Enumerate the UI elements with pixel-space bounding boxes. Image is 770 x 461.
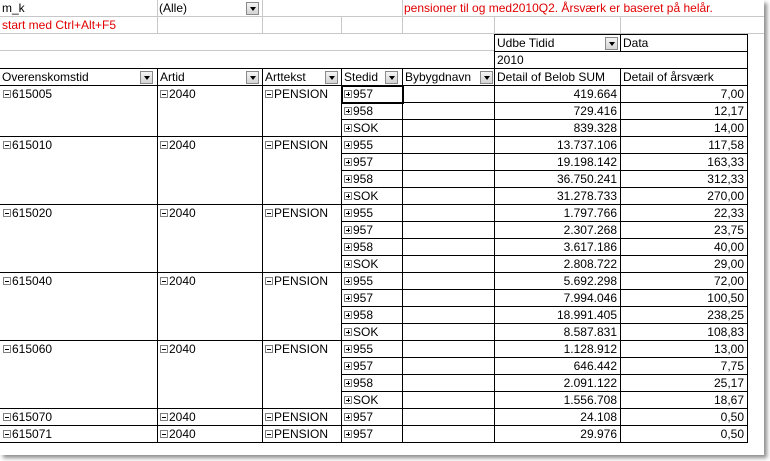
column-border	[341, 425, 342, 443]
overenskomstid-cell[interactable]	[3, 273, 153, 290]
belob-value[interactable]	[494, 375, 620, 392]
expand-icon[interactable]	[344, 294, 352, 302]
expand-icon[interactable]	[344, 243, 352, 251]
stedid-cell-text: 957	[353, 223, 374, 237]
belob-value-text: 31.278.733	[556, 189, 617, 203]
stedid-cell-text: 957	[353, 359, 374, 373]
aarsvaerk-value-text: 72,00	[713, 274, 744, 288]
artid-cell-text: 2040	[169, 274, 196, 288]
collapse-icon[interactable]	[265, 90, 273, 98]
expand-icon[interactable]	[344, 124, 352, 132]
aarsvaerk-value[interactable]	[620, 341, 747, 358]
column-border	[341, 272, 342, 341]
stedid-cell-text: 957	[353, 155, 374, 169]
artid-cell[interactable]	[160, 341, 260, 358]
collapse-icon[interactable]	[3, 345, 11, 353]
aarsvaerk-value-text: 23,75	[713, 223, 744, 237]
pivot-border	[747, 34, 748, 86]
collapse-icon[interactable]	[265, 141, 273, 149]
column-border	[157, 340, 158, 409]
aarsvaerk-value-text: 270,00	[707, 189, 744, 203]
collapse-icon[interactable]	[3, 141, 11, 149]
stedid-cell-text: 958	[353, 308, 374, 322]
expand-icon[interactable]	[344, 362, 352, 370]
stedid-cell-text: SOK	[353, 325, 379, 339]
overenskomstid-cell[interactable]	[3, 341, 153, 358]
aarsvaerk-value[interactable]	[620, 324, 747, 341]
collapse-icon[interactable]	[3, 277, 11, 285]
belob-value-text: 2.307.268	[563, 223, 617, 237]
belob-value[interactable]	[494, 86, 620, 103]
belob-value-text: 5.692.298	[563, 274, 617, 288]
row-field-overenskomstid: Overenskomstid	[2, 70, 89, 84]
column-border	[402, 136, 403, 205]
aarsvaerk-value-text: 29,00	[713, 257, 744, 271]
overenskomstid-dropdown-icon[interactable]	[140, 71, 153, 84]
overenskomstid-cell-text: 615071	[12, 427, 53, 441]
aarsvaerk-value-text: 40,00	[713, 240, 744, 254]
belob-value-text: 8.587.831	[563, 325, 617, 339]
stedid-cell-text: SOK	[353, 189, 379, 203]
collapse-icon[interactable]	[265, 345, 273, 353]
expand-icon[interactable]	[344, 141, 352, 149]
pivot-border	[620, 68, 621, 86]
stedid-cell-text: 958	[353, 376, 374, 390]
expand-icon[interactable]	[344, 430, 352, 438]
belob-value[interactable]	[494, 256, 620, 273]
belob-value[interactable]	[494, 358, 620, 375]
aarsvaerk-value[interactable]	[620, 307, 747, 324]
column-border	[494, 272, 495, 341]
expand-icon[interactable]	[344, 175, 352, 183]
aarsvaerk-value[interactable]	[620, 290, 747, 307]
stedid-cell[interactable]	[344, 409, 402, 426]
stedid-cell[interactable]	[344, 154, 402, 171]
stedid-dropdown-icon[interactable]	[385, 71, 398, 84]
collapse-icon[interactable]	[160, 345, 168, 353]
arttekst-cell[interactable]	[265, 137, 343, 154]
aarsvaerk-value-text: 117,58	[708, 138, 744, 152]
column-border	[262, 136, 263, 205]
column-border	[402, 204, 403, 273]
arttekst-cell-text: PENSION	[274, 138, 329, 152]
belob-value-text: 19.198.142	[556, 155, 617, 169]
column-border	[747, 408, 748, 426]
aarsvaerk-value[interactable]	[620, 392, 747, 409]
stedid-cell-text: 955	[353, 342, 374, 356]
belob-value-text: 24.108	[580, 410, 617, 424]
stedid-cell[interactable]	[344, 222, 402, 239]
aarsvaerk-value-text: 22,33	[713, 206, 744, 220]
arttekst-cell-text: PENSION	[274, 342, 329, 356]
collapse-icon[interactable]	[3, 209, 11, 217]
aarsvaerk-value-text: 7,00	[720, 87, 744, 101]
belob-value-text: 36.750.241	[556, 172, 617, 186]
aarsvaerk-value-text: 163,33	[707, 155, 744, 169]
aarsvaerk-value-text: 0,50	[720, 410, 744, 424]
artid-cell[interactable]	[160, 137, 260, 154]
column-border	[494, 408, 495, 426]
overenskomstid-cell[interactable]	[3, 426, 153, 443]
aarsvaerk-value[interactable]	[620, 256, 747, 273]
aarsvaerk-value-text: 7,75	[720, 359, 744, 373]
column-border	[402, 425, 403, 443]
belob-value[interactable]	[494, 222, 620, 239]
expand-icon[interactable]	[344, 192, 352, 200]
aarsvaerk-value-text: 100,50	[707, 291, 744, 305]
artid-dropdown-icon[interactable]	[246, 71, 259, 84]
column-border	[494, 340, 495, 409]
column-border	[402, 340, 403, 409]
belob-value-text: 3.617.186	[563, 240, 617, 254]
artid-cell[interactable]	[160, 86, 260, 103]
column-border	[157, 272, 158, 341]
value-field-belob: Detail of Belob SUM	[497, 70, 606, 84]
group-border	[0, 442, 747, 443]
artid-cell-text: 2040	[169, 138, 196, 152]
stedid-cell[interactable]	[344, 103, 402, 120]
artid-cell-text: 2040	[169, 410, 196, 424]
column-border	[262, 204, 263, 273]
aarsvaerk-value[interactable]	[620, 426, 747, 443]
stedid-cell-text: 957	[353, 87, 374, 101]
aarsvaerk-value[interactable]	[620, 375, 747, 392]
collapse-icon[interactable]	[160, 141, 168, 149]
expand-icon[interactable]	[344, 311, 352, 319]
stedid-cell-text: SOK	[353, 393, 379, 407]
expand-icon[interactable]	[344, 345, 352, 353]
belob-value[interactable]	[494, 324, 620, 341]
collapse-icon[interactable]	[265, 277, 273, 285]
belob-value[interactable]	[494, 205, 620, 222]
pivot-border	[157, 68, 158, 86]
belob-value-text: 2.091.122	[563, 376, 617, 390]
collapse-icon[interactable]	[160, 413, 168, 421]
stedid-cell[interactable]	[344, 426, 402, 443]
gridline	[402, 0, 403, 34]
belob-value-text: 13.737.106	[556, 138, 617, 152]
column-border	[494, 425, 495, 443]
stedid-cell[interactable]	[344, 137, 402, 154]
artid-cell[interactable]	[160, 409, 260, 426]
gridline	[341, 17, 342, 34]
aarsvaerk-value-text: 14,00	[713, 121, 744, 135]
stedid-cell[interactable]	[344, 205, 402, 222]
aarsvaerk-value-text: 238,25	[707, 308, 744, 322]
expand-icon[interactable]	[344, 277, 352, 285]
aarsvaerk-value[interactable]	[620, 103, 747, 120]
belob-value[interactable]	[494, 307, 620, 324]
column-border	[747, 204, 748, 273]
column-border	[341, 408, 342, 426]
active-cell-selection	[341, 85, 404, 104]
arttekst-cell[interactable]	[265, 273, 343, 290]
column-border	[262, 85, 263, 137]
overenskomstid-cell-text: 615020	[12, 206, 53, 220]
column-border	[262, 272, 263, 341]
stedid-cell-text: 955	[353, 138, 374, 152]
arttekst-cell-text: PENSION	[274, 87, 329, 101]
aarsvaerk-value[interactable]	[620, 86, 747, 103]
collapse-icon[interactable]	[265, 413, 273, 421]
arttekst-dropdown-icon[interactable]	[325, 71, 338, 84]
belob-value[interactable]	[494, 120, 620, 137]
belob-value-text: 646.442	[573, 359, 617, 373]
pivot-border	[262, 68, 263, 86]
stedid-cell-text: 958	[353, 240, 374, 254]
bybygdnavn-dropdown-icon[interactable]	[480, 71, 493, 84]
aarsvaerk-value-text: 18,67	[713, 393, 744, 407]
aarsvaerk-value[interactable]	[620, 239, 747, 256]
belob-value[interactable]	[494, 103, 620, 120]
gridline	[262, 0, 263, 34]
pivot-border	[402, 68, 403, 86]
column-border	[620, 340, 621, 409]
aarsvaerk-value-text: 0,50	[720, 427, 744, 441]
artid-cell-text: 2040	[169, 87, 196, 101]
column-border	[157, 408, 158, 426]
column-border	[157, 425, 158, 443]
pivot-border	[494, 34, 495, 86]
overenskomstid-cell-text: 615010	[12, 138, 53, 152]
artid-cell-text: 2040	[169, 342, 196, 356]
arttekst-cell[interactable]	[265, 86, 343, 103]
column-border	[620, 272, 621, 341]
expand-icon[interactable]	[344, 158, 352, 166]
aarsvaerk-value-text: 12,17	[713, 104, 744, 118]
column-border	[494, 136, 495, 205]
belob-value[interactable]	[494, 290, 620, 307]
stedid-cell-text: 957	[353, 291, 374, 305]
stedid-cell-text: 957	[353, 427, 374, 441]
column-field-label: Udbe Tidid	[497, 36, 555, 50]
column-field-dropdown-icon[interactable]	[605, 37, 618, 50]
collapse-icon[interactable]	[3, 90, 11, 98]
expand-icon[interactable]	[344, 226, 352, 234]
data-field-label: Data	[623, 36, 649, 50]
belob-value-text: 419.664	[573, 87, 617, 101]
collapse-icon[interactable]	[3, 430, 11, 438]
stedid-cell[interactable]	[344, 290, 402, 307]
stedid-cell-text: 958	[353, 104, 374, 118]
collapse-icon[interactable]	[160, 430, 168, 438]
aarsvaerk-value[interactable]	[620, 171, 747, 188]
pivot-border	[0, 68, 747, 69]
column-border	[747, 272, 748, 341]
arttekst-cell-text: PENSION	[274, 206, 329, 220]
arttekst-cell[interactable]	[265, 341, 343, 358]
belob-value[interactable]	[494, 239, 620, 256]
expand-icon[interactable]	[344, 260, 352, 268]
column-border	[494, 85, 495, 137]
belob-value-text: 1.128.912	[563, 342, 617, 356]
belob-value[interactable]	[494, 188, 620, 205]
aarsvaerk-value[interactable]	[620, 273, 747, 290]
belob-value-text: 7.994.046	[563, 291, 617, 305]
column-border	[620, 425, 621, 443]
stedid-cell-text: SOK	[353, 257, 379, 271]
aarsvaerk-value[interactable]	[620, 409, 747, 426]
page-filter-dropdown-icon[interactable]	[246, 2, 259, 15]
belob-value-text: 1.797.766	[563, 206, 617, 220]
overenskomstid-cell-text: 615060	[12, 342, 53, 356]
column-border	[620, 408, 621, 426]
stedid-cell[interactable]	[344, 188, 402, 205]
column-border	[157, 204, 158, 273]
aarsvaerk-value-text: 13,00	[713, 342, 744, 356]
column-border	[157, 136, 158, 205]
collapse-icon[interactable]	[160, 90, 168, 98]
column-border	[494, 204, 495, 273]
belob-value[interactable]	[494, 409, 620, 426]
stedid-cell[interactable]	[344, 120, 402, 137]
belob-value[interactable]	[494, 273, 620, 290]
gridline	[620, 17, 621, 34]
value-field-aarsvaerk: Detail of årsværk	[623, 70, 714, 84]
aarsvaerk-value[interactable]	[620, 120, 747, 137]
belob-value-text: 29.976	[580, 427, 617, 441]
expand-icon[interactable]	[344, 413, 352, 421]
stedid-cell[interactable]	[344, 256, 402, 273]
expand-icon[interactable]	[344, 396, 352, 404]
aarsvaerk-value-text: 108,83	[707, 325, 744, 339]
expand-icon[interactable]	[344, 209, 352, 217]
overenskomstid-cell[interactable]	[3, 409, 153, 426]
column-border	[262, 340, 263, 409]
page-filter-value[interactable]: (Alle)	[159, 1, 188, 15]
stedid-cell-text: 957	[353, 410, 374, 424]
column-border	[620, 136, 621, 205]
column-border	[341, 136, 342, 205]
year-label: 2010	[497, 53, 524, 67]
stedid-cell-text: 958	[353, 172, 374, 186]
column-border	[341, 340, 342, 409]
column-border	[341, 204, 342, 273]
column-border	[620, 85, 621, 137]
collapse-icon[interactable]	[265, 430, 273, 438]
collapse-icon[interactable]	[3, 413, 11, 421]
arttekst-cell[interactable]	[265, 426, 343, 443]
belob-value-text: 729.416	[573, 104, 617, 118]
gridline	[494, 17, 495, 34]
expand-icon[interactable]	[344, 328, 352, 336]
aarsvaerk-value-text: 25,17	[713, 376, 744, 390]
stedid-cell[interactable]	[344, 358, 402, 375]
expand-icon[interactable]	[344, 107, 352, 115]
overenskomstid-cell-text: 615005	[12, 87, 53, 101]
stedid-cell-text: 955	[353, 274, 374, 288]
belob-value-text: 839.328	[573, 121, 617, 135]
pivot-border	[341, 68, 342, 86]
overenskomstid-cell[interactable]	[3, 137, 153, 154]
gridline	[0, 50, 494, 51]
aarsvaerk-value[interactable]	[620, 154, 747, 171]
aarsvaerk-value[interactable]	[620, 222, 747, 239]
row-field-arttekst: Arttekst	[265, 70, 306, 84]
column-border	[747, 425, 748, 443]
stedid-cell-text: SOK	[353, 121, 379, 135]
belob-value[interactable]	[494, 426, 620, 443]
column-border	[402, 272, 403, 341]
expand-icon[interactable]	[344, 379, 352, 387]
page-filter-field: m_k	[2, 1, 25, 15]
pivot-border	[620, 34, 621, 52]
artid-cell[interactable]	[160, 273, 260, 290]
aarsvaerk-value[interactable]	[620, 137, 747, 154]
collapse-icon[interactable]	[265, 209, 273, 217]
column-border	[747, 85, 748, 137]
aarsvaerk-value-text: 312,33	[707, 172, 744, 186]
column-border	[747, 340, 748, 409]
collapse-icon[interactable]	[160, 209, 168, 217]
stedid-cell[interactable]	[344, 171, 402, 188]
artid-cell-text: 2040	[169, 427, 196, 441]
belob-value[interactable]	[494, 341, 620, 358]
column-border	[262, 408, 263, 426]
column-border	[620, 204, 621, 273]
artid-cell[interactable]	[160, 426, 260, 443]
stedid-cell[interactable]	[344, 273, 402, 290]
stedid-cell[interactable]	[344, 307, 402, 324]
aarsvaerk-value[interactable]	[620, 358, 747, 375]
column-border	[262, 425, 263, 443]
belob-value-text: 2.808.722	[563, 257, 617, 271]
stedid-cell[interactable]	[344, 375, 402, 392]
arttekst-cell-text: PENSION	[274, 410, 329, 424]
column-border	[157, 85, 158, 137]
overenskomstid-cell-text: 615070	[12, 410, 53, 424]
belob-value[interactable]	[494, 171, 620, 188]
stedid-cell-text: 955	[353, 206, 374, 220]
overenskomstid-cell[interactable]	[3, 86, 153, 103]
belob-value[interactable]	[494, 392, 620, 409]
arttekst-cell[interactable]	[265, 409, 343, 426]
aarsvaerk-value[interactable]	[620, 205, 747, 222]
artid-cell[interactable]	[160, 205, 260, 222]
column-border	[747, 136, 748, 205]
stedid-cell[interactable]	[344, 239, 402, 256]
arttekst-cell[interactable]	[265, 205, 343, 222]
aarsvaerk-value[interactable]	[620, 188, 747, 205]
collapse-icon[interactable]	[160, 277, 168, 285]
arttekst-cell-text: PENSION	[274, 274, 329, 288]
belob-value[interactable]	[494, 137, 620, 154]
row-field-bybygdnavn: Bybygdnavn	[405, 70, 472, 84]
stedid-cell[interactable]	[344, 341, 402, 358]
stedid-cell[interactable]	[344, 324, 402, 341]
belob-value-text: 1.556.708	[563, 393, 617, 407]
stedid-cell[interactable]	[344, 392, 402, 409]
note-title: pensioner til og med2010Q2. Årsværk er baseret på helår.	[404, 1, 713, 15]
overenskomstid-cell-text: 615040	[12, 274, 53, 288]
belob-value[interactable]	[494, 154, 620, 171]
row-field-stedid: Stedid	[344, 70, 379, 84]
artid-cell-text: 2040	[169, 206, 196, 220]
row-field-artid: Artid	[160, 70, 185, 84]
note-hint: start med Ctrl+Alt+F5	[2, 18, 117, 32]
arttekst-cell-text: PENSION	[274, 427, 329, 441]
overenskomstid-cell[interactable]	[3, 205, 153, 222]
column-border	[402, 408, 403, 426]
belob-value-text: 18.991.405	[556, 308, 617, 322]
